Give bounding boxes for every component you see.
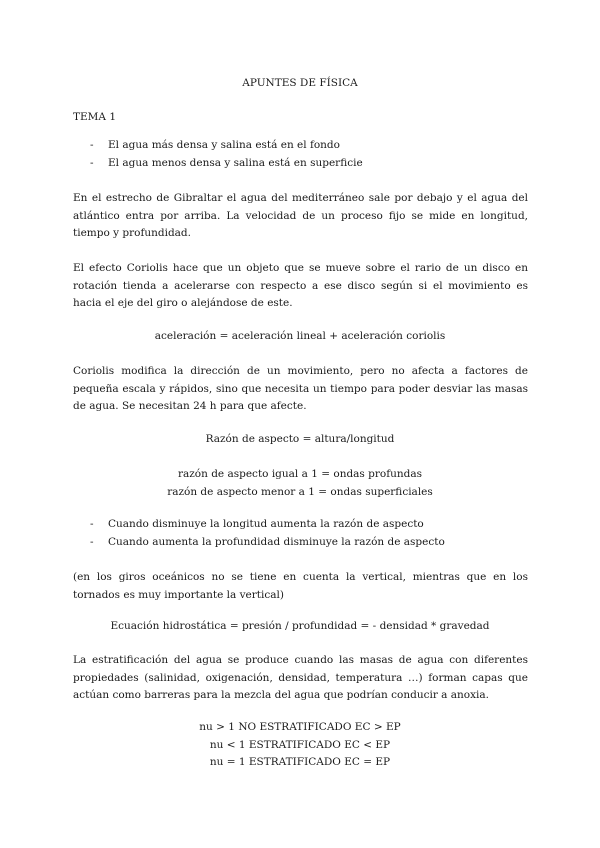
formula-aceleracion: aceleración = aceleración lineal + aceleración coriolis	[154, 330, 446, 342]
list-item-text: Cuando aumenta la profundidad disminuye la razón de aspecto	[108, 535, 445, 548]
dash-marker: -	[90, 139, 94, 151]
page-title: APUNTES DE FÍSICA	[242, 77, 358, 89]
paragraph-coriolis: El efecto Coriolis hace que un objeto que se mueve sobre el rario de un disco en rotación tienda a acelerarse con respecto a ese disco según si el movimiento es hacia el eje del giro o alejándose de este.	[73, 262, 528, 309]
dash-marker: -	[90, 156, 94, 169]
formula-hidrostatica: Ecuación hidrostática = presión / profundidad = - densidad * gravedad	[110, 620, 490, 632]
paragraph-coriolis-modifica: Coriolis modifica la dirección de un movimiento, pero no afecta a factores de pequeña escala y rápidos, sino que necesita un tiempo para poder desviar las masas de agua. Se necesitan 24 h para que afecte.	[73, 365, 528, 412]
formula-razon-aspecto: Razón de aspecto = altura/longitud	[205, 433, 395, 445]
bullet-list-agua	[90, 137, 520, 172]
razon-line: razón de aspecto menor a 1 = ondas superficiales	[167, 485, 433, 498]
dash-marker: -	[90, 518, 94, 530]
section-heading: TEMA 1	[73, 111, 117, 123]
paragraph-estratificacion: La estratificación del agua se produce cuando las masas de agua con diferentes propiedades (salinidad, oxigenación, densidad, temperatura …) forman capas que actúan como barreras para la mezcla del agua que podrían conducir a anoxia.	[73, 654, 528, 701]
nu-line: nu < 1 ESTRATIFICADO EC < EP	[209, 738, 391, 751]
list-item	[90, 137, 520, 155]
dash-marker: -	[90, 535, 94, 548]
list-item	[90, 155, 520, 173]
list-item-text: Cuando disminuye la longitud aumenta la razón de aspecto	[108, 518, 424, 530]
list-item-text: El agua menos densa y salina está en superficie	[108, 156, 363, 169]
list-item	[90, 516, 520, 534]
razon-aspecto-lines	[0, 466, 600, 501]
nu-line: nu = 1 ESTRATIFICADO EC = EP	[209, 756, 391, 768]
bullet-list-razon	[90, 516, 520, 551]
paragraph-gibraltar: En el estrecho de Gibraltar el agua del mediterráneo sale por debajo y el agua del atlántico entra por arriba. La velocidad de un proceso fijo se mide en longitud, tiempo y profundidad.	[73, 192, 528, 239]
nu-lines	[0, 719, 600, 772]
list-item-text: El agua más densa y salina está en el fondo	[108, 139, 340, 151]
razon-line: razón de aspecto igual a 1 = ondas profundas	[177, 468, 423, 480]
list-item	[90, 534, 520, 552]
nu-line: nu > 1 NO ESTRATIFICADO EC > EP	[199, 721, 401, 733]
paragraph-giros: (en los giros oceánicos no se tiene en cuenta la vertical, mientras que en los tornados es muy importante la vertical)	[73, 571, 528, 601]
